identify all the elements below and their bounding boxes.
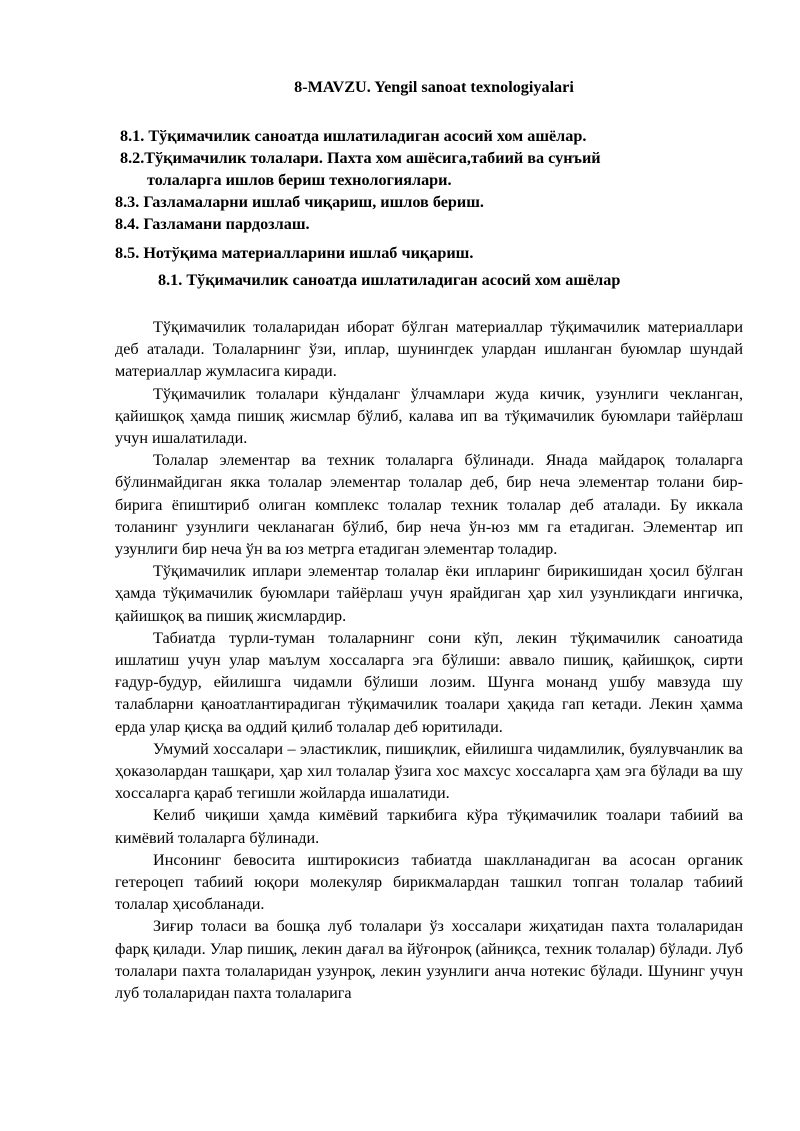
document-page xyxy=(115,76,743,1004)
paragraph: Зиғир толаси ва бошқа луб толалари ўз хоссалари жиҳатидан пахта толаларидан фарқ қилади. Улар пишиқ, лекин дағал ва йўғонроқ (айниқса, техник толалар) бўлади. Луб толалари пахта толаларидан узунроқ, лекин узунлиги анча нотекис бўлади. Шунинг учун луб толаларидан пахта толаларига xyxy=(115,917,743,1003)
toc-item-8-2-line2: толаларга ишлов бериш технологиялари. xyxy=(147,171,452,189)
paragraph: Табиатда турли-туман толаларнинг сони кўп, лекин тўқимачилик саноатида ишлатиш учун улар маълум хоссаларга эга бўлиши: аввало пишиқ, қайишқоқ, сирти ғадур-будур, ейилишга чидамли бўлиши лозим. Шунга монанд ушбу мавзуда шу талабларни қаноатлантирадиган тўқимачилик тоалари ҳақида гап кетади. Лекин ҳамма ерда улар қисқа ва оддий қилиб толалар деб юритилади. xyxy=(115,628,743,736)
section-heading: 8.1. Тўқимачилик саноатда ишлатиладиган асосий хом ашёлар xyxy=(158,271,621,289)
paragraph: Инсонинг бевосита иштирокисиз табиатда шаклланадиган ва асосан органик гетероцеп табиий юқори молекуляр бирикмалардан ташкил топган толалар табиий толалар ҳисобланади. xyxy=(115,850,743,914)
toc-item-8-2 xyxy=(115,147,743,191)
toc-item-8-3: 8.3. Газламаларни ишлаб чиқариш, ишлов бериш. xyxy=(115,193,484,211)
page-title: 8-MAVZU. Yengil sanoat texnologiyalari xyxy=(294,78,574,96)
body-text xyxy=(115,316,743,1004)
toc-item-8-5: 8.5. Нотўқима материалларини ишлаб чиқариш. xyxy=(115,244,474,262)
paragraph: Толалар элементар ва техник толаларга бўлинади. Янада майдароқ толаларга бўлинмайдиган якка толалар элементар толалар деб, бир неча элементар толани бир-бирига ёпиштириб олиган комплекс толалар техник толалар деб аталади. Бу иккала толанинг узунлиги чекланаган бўлиб, бир неча ўн-юз мм га етадиган. Элементар ип узунлиги бир неча ўн ва юз метрга етадиган элементар толадир. xyxy=(115,451,743,559)
toc-item-8-2-line1: 8.2.Тўқимачилик толалари. Пахта хом ашёсига,табиий ва сунъий xyxy=(120,149,601,167)
paragraph: Умумий хоссалари – эластиклик, пишиқлик, ейилишга чидамлилик, буялувчанлик ва ҳоказолардан ташқари, ҳар хил толалар ўзига хос махсус хоссаларга ҳам эга бўлади ва шу хоссаларга қараб тегишли жойларда ишалатиди. xyxy=(115,739,743,803)
table-of-contents xyxy=(115,125,743,264)
paragraph: Тўқимачилик толаларидан иборат бўлган материаллар тўқимачилик материаллари деб аталади. Толаларнинг ўзи, иплар, шунингдек улардан ишланган буюмлар шундай материаллар жумласига киради. xyxy=(115,318,743,381)
paragraph: Тўқимачилик толалари кўндаланг ўлчамлари жуда кичик, узунлиги чекланган, қайишқоқ ҳамда пишиқ жисмлар бўлиб, калава ип ва тўқимачилик буюмлари тайёрлаш учун ишалатилади. xyxy=(115,384,743,448)
paragraph: Тўқимачилик иплари элементар толалар ёки ипларинг бирикишидан ҳосил бўлган ҳамда тўқимачилик буюмлари тайёрлаш учун ярайдиган ҳар хил узунликдаги ингичка, қайишқоқ ва пишиқ жисмлардир. xyxy=(115,562,743,625)
toc-item-8-4: 8.4. Газламани пардозлаш. xyxy=(115,215,310,233)
toc-item-8-1: 8.1. Тўқимачилик саноатда ишлатиладиган асосий хом ашёлар. xyxy=(120,127,587,145)
paragraph: Келиб чиқиши ҳамда кимёвий таркибига кўра тўқимачилик тоалари табиий ва кимёвий толаларга бўлинади. xyxy=(115,806,743,847)
